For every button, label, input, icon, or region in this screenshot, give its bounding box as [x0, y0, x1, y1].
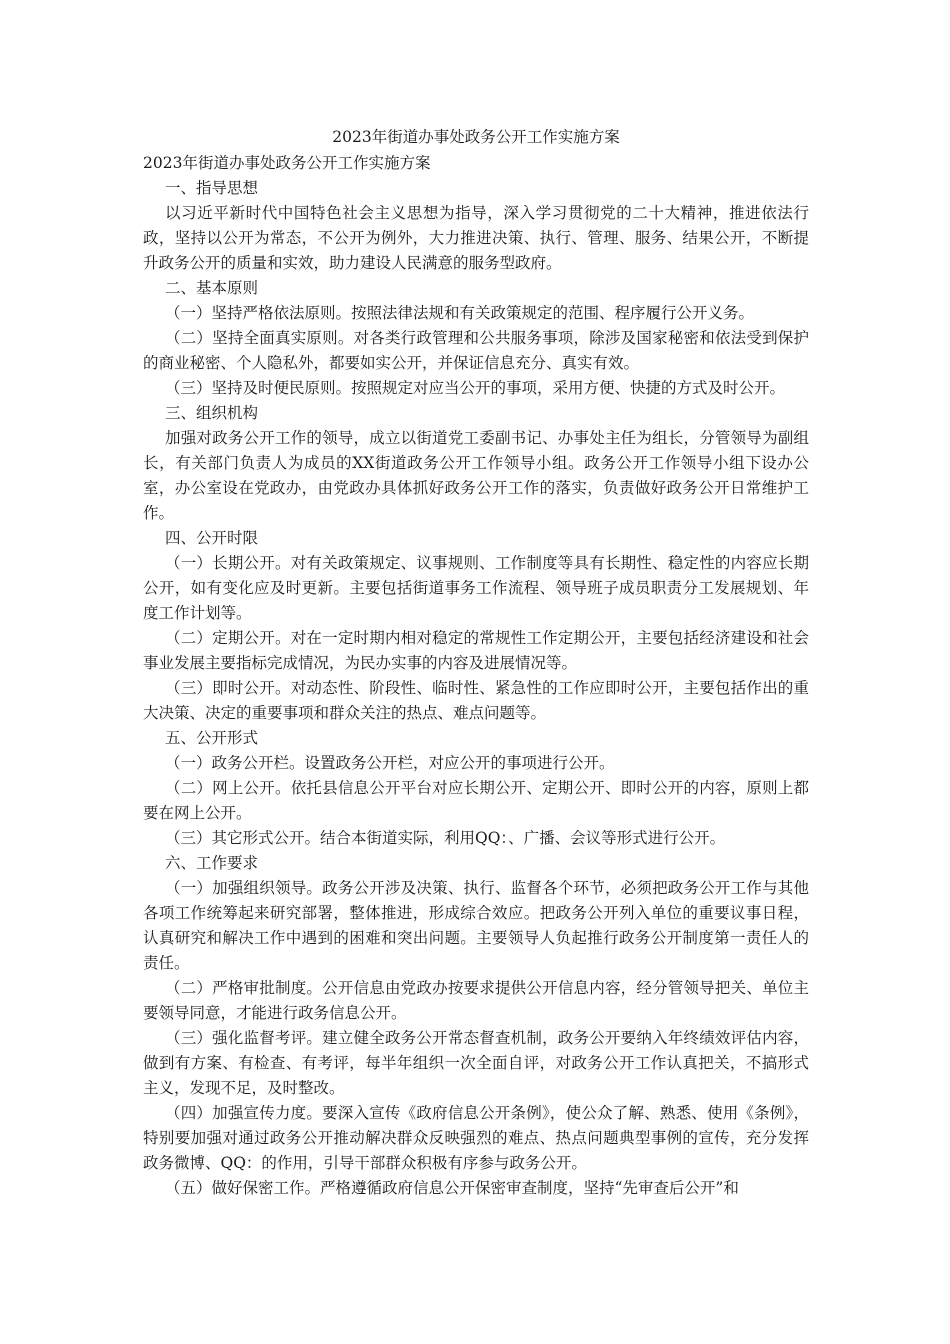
document-subtitle: 2023年街道办事处政务公开工作实施方案: [143, 154, 431, 172]
section-heading-work-requirements: 六、工作要求: [165, 854, 259, 872]
paragraph: （一）政务公开栏。设置政务公开栏，对应公开的事项进行公开。: [165, 754, 615, 772]
paragraph: （一）坚持严格依法原则。按照法律法规和有关政策规定的范围、程序履行公开义务。: [165, 304, 755, 322]
paragraph: （三）即时公开。对动态性、阶段性、临时性、紧急性的工作应即时公开，主要包括作出的重大决策、决定的重要事项和群众关注的热点、难点问题等。: [143, 679, 809, 722]
page-title: 2023年街道办事处政务公开工作实施方案: [332, 128, 620, 146]
paragraph: （二）网上公开。依托县信息公开平台对应长期公开、定期公开、即时公开的内容，原则上都要在网上公开。: [143, 779, 809, 822]
section-heading-guiding-ideology: 一、指导思想: [165, 179, 259, 197]
paragraph: （一）加强组织领导。政务公开涉及决策、执行、监督各个环节，必须把政务公开工作与其他各项工作统筹起来研究部署，整体推进，形成综合效应。把政务公开列入单位的重要议事日程，认真研究和解决工作中遇到的困难和突出问题。主要领导人负起推行政务公开制度第一责任人的责任。: [143, 879, 809, 972]
document-body: [143, 124, 809, 1201]
section-heading-disclosure-timing: 四、公开时限: [165, 529, 259, 547]
paragraph: （二）严格审批制度。公开信息由党政办按要求提供公开信息内容，经分管领导把关、单位主要领导同意，才能进行政务信息公开。: [143, 979, 809, 1022]
paragraph: （五）做好保密工作。严格遵循政府信息公开保密审查制度，坚持“先审查后公开”和: [165, 1179, 739, 1197]
paragraph: 以习近平新时代中国特色社会主义思想为指导，深入学习贯彻党的二十大精神，推进依法行政，坚持以公开为常态，不公开为例外，大力推进决策、执行、管理、服务、结果公开，不断提升政务公开的质量和实效，助力建设人民满意的服务型政府。: [143, 204, 809, 272]
paragraph: （四）加强宣传力度。要深入宣传《政府信息公开条例》，使公众了解、熟悉、使用《条例》，特别要加强对通过政务公开推动解决群众反映强烈的难点、热点问题典型事例的宣传，充分发挥政务微博、QQ：的作用，引导干部群众积极有序参与政务公开。: [143, 1104, 809, 1172]
section-heading-organization: 三、组织机构: [165, 404, 259, 422]
section-heading-basic-principles: 二、基本原则: [165, 279, 259, 297]
paragraph: （三）坚持及时便民原则。按照规定对应当公开的事项，采用方便、快捷的方式及时公开。: [165, 379, 786, 397]
paragraph: （二）坚持全面真实原则。对各类行政管理和公共服务事项，除涉及国家秘密和依法受到保护的商业秘密、个人隐私外，都要如实公开，并保证信息充分、真实有效。: [143, 329, 809, 372]
paragraph: （三）其它形式公开。结合本街道实际，利用QQ：、广播、会议等形式进行公开。: [165, 829, 726, 847]
paragraph: （三）强化监督考评。建立健全政务公开常态督查机制，政务公开要纳入年终绩效评估内容，做到有方案、有检查、有考评，每半年组织一次全面自评，对政务公开工作认真把关，不搞形式主义，发现不足，及时整改。: [143, 1029, 809, 1097]
section-heading-disclosure-forms: 五、公开形式: [165, 729, 259, 747]
paragraph: 加强对政务公开工作的领导，成立以街道党工委副书记、办事处主任为组长，分管领导为副组长，有关部门负责人为成员的XX街道政务公开工作领导小组。政务公开工作领导小组下设办公室，办公室设在党政办，由党政办具体抓好政务公开工作的落实，负责做好政务公开日常维护工作。: [143, 429, 809, 522]
paragraph: （一）长期公开。对有关政策规定、议事规则、工作制度等具有长期性、稳定性的内容应长期公开，如有变化应及时更新。主要包括街道事务工作流程、领导班子成员职责分工发展规划、年度工作计划等。: [143, 554, 809, 622]
paragraph: （二）定期公开。对在一定时期内相对稳定的常规性工作定期公开，主要包括经济建设和社会事业发展主要指标完成情况，为民办实事的内容及进展情况等。: [143, 629, 809, 672]
